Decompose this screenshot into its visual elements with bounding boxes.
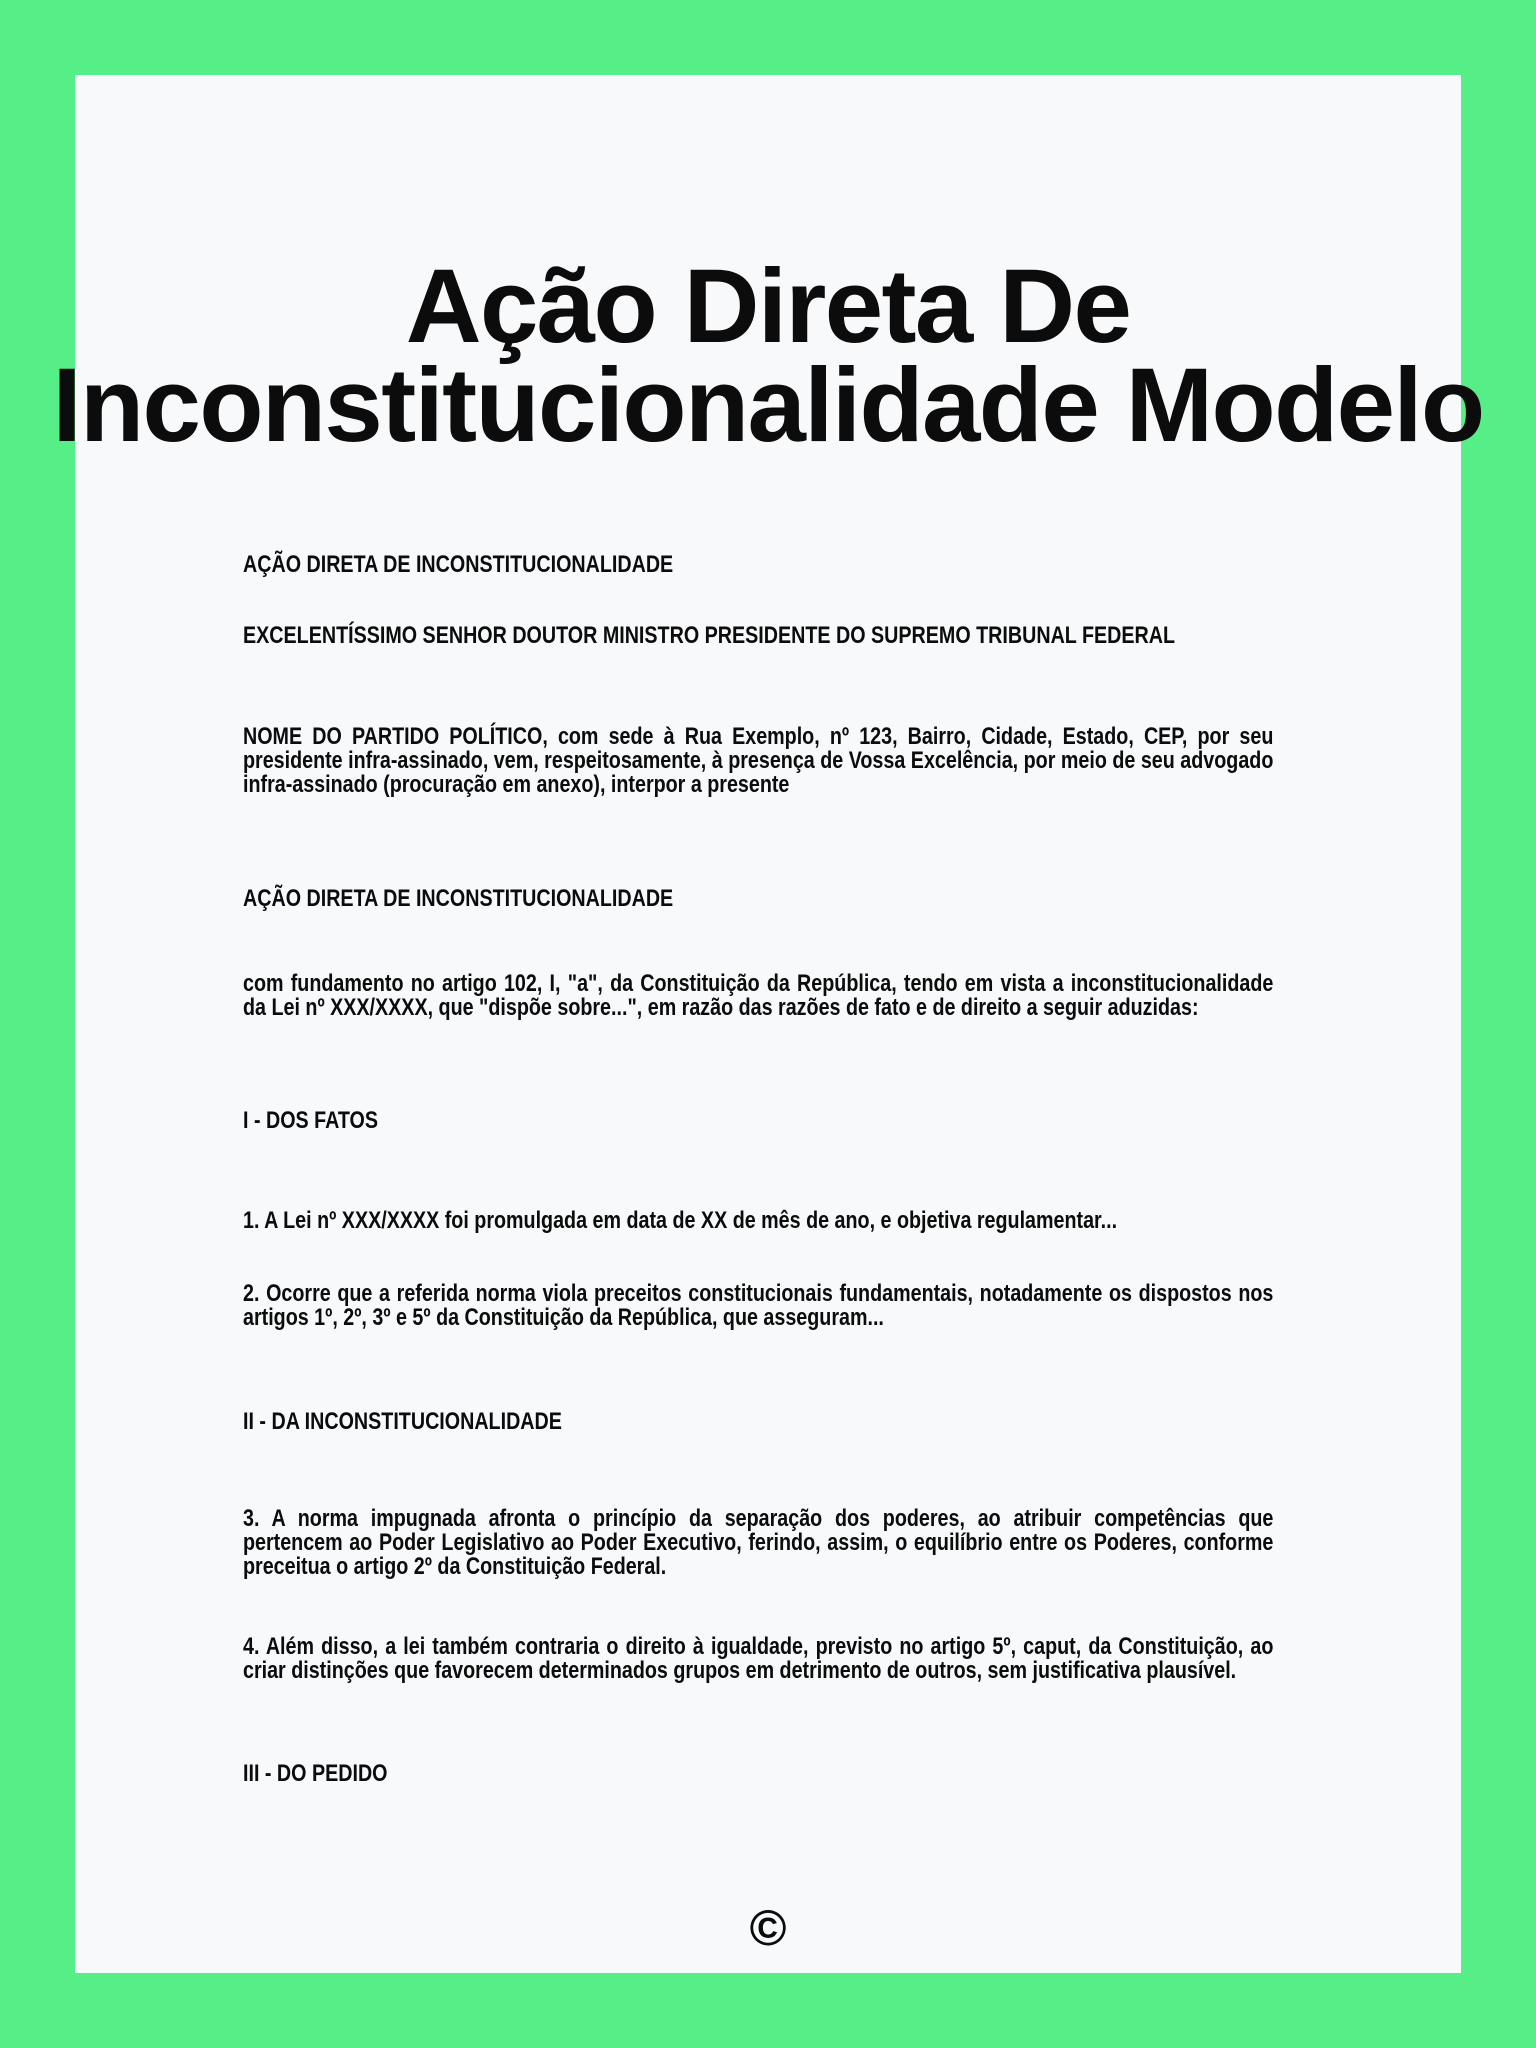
- document-heading-acao-1: AÇÃO DIRETA DE INCONSTITUCIONALIDADE: [243, 551, 674, 578]
- page-title-line-1: Ação Direta De: [405, 248, 1131, 365]
- document-heading-inconstitucionalidade: II - DA INCONSTITUCIONALIDADE: [243, 1408, 562, 1435]
- document-heading-do-pedido: III - DO PEDIDO: [243, 1760, 388, 1787]
- document-heading-dos-fatos: I - DOS FATOS: [243, 1107, 379, 1134]
- copyright-icon: ©: [749, 1900, 787, 1956]
- document-heading-acao-2: AÇÃO DIRETA DE INCONSTITUCIONALIDADE: [243, 885, 674, 912]
- document-paragraph-item-1: 1. A Lei nº XXX/XXXX foi promulgada em data de XX de mês de ano, e objetiva regulamentar...: [243, 1207, 1118, 1234]
- document-sheet: [52, 75, 1484, 1973]
- document-paragraph-item-4: 4. Além disso, a lei também contraria o direito à igualdade, previsto no artigo 5º, caput, da Constituição, ao criar distinções que favorecem determinados grupos em detrimento de outros, sem justificativa plausível.: [243, 1633, 1274, 1684]
- document-heading-excelentissimo: EXCELENTÍSSIMO SENHOR DOUTOR MINISTRO PRESIDENTE DO SUPREMO TRIBUNAL FEDERAL: [243, 622, 1176, 649]
- page-title-line-2: Inconstitucionalidade Modelo: [52, 347, 1484, 464]
- document-paragraph-item-2: 2. Ocorre que a referida norma viola preceitos constitucionais fundamentais, notadamente os dispostos nos artigos 1º, 2º, 3º e 5º da Constituição da República, que asseguram...: [243, 1280, 1274, 1331]
- document-body: [243, 75, 1273, 1786]
- document-paragraph-qualificacao: NOME DO PARTIDO POLÍTICO, com sede à Rua Exemplo, nº 123, Bairro, Cidade, Estado, CEP, por seu presidente infra-assinado, vem, respeitosamente, à presença de Vossa Excelência, por meio de seu advogado infra-assinado (procuração em anexo), interpor a presente: [243, 723, 1274, 798]
- document-paragraph-item-3: 3. A norma impugnada afronta o princípio da separação dos poderes, ao atribuir competências que pertencem ao Poder Legislativo ao Poder Executivo, ferindo, assim, o equilíbrio entre os Poderes, conforme preceitua o artigo 2º da Constituição Federal.: [243, 1505, 1274, 1580]
- document-paragraph-fundamento: com fundamento no artigo 102, I, "a", da Constituição da República, tendo em vista a inconstitucionalidade da Lei nº XXX/XXXX, que "dispõe sobre...", em razão das razões de fato e de direito a seguir aduzidas:: [243, 970, 1274, 1021]
